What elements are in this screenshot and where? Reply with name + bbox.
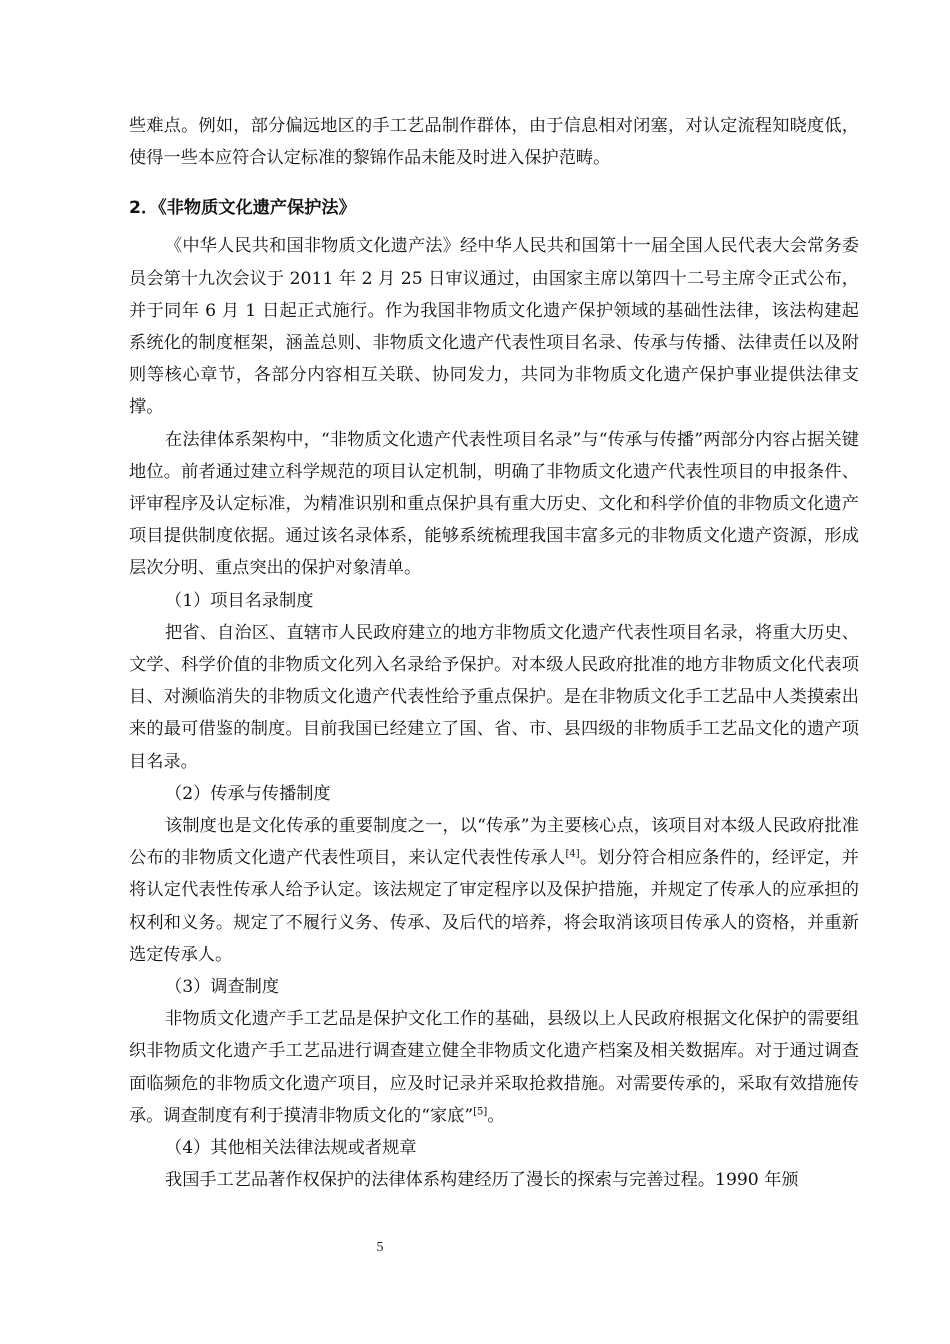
subheading-other-laws: （4）其他相关法律法规或者规章 xyxy=(165,1138,417,1159)
paragraph-continuation: 些难点。例如，部分偏远地区的手工艺品制作群体，由于信息相对闭塞，对认定流程知晓度低，使得一些本应符合认定标准的黎锦作品未能及时进入保护范畴。 xyxy=(129,116,859,169)
subheading-survey: （3）调查制度 xyxy=(165,977,280,998)
citation-5: [5] xyxy=(473,1106,488,1118)
section-heading: 2．《非物质文化遗产保护法》 xyxy=(129,198,356,219)
body-text xyxy=(129,110,859,1197)
paragraph-inheritance-part2: 。划分符合相应条件的，经评定，并将认定代表性传承人给予认定。该法规定了审定程序以及保护措施，并规定了传承人的应承担的权利和义务。规定了不履行义务、传承、及后代的培养，将会取消该项目传承人的资格，并重新选定传承人。 xyxy=(129,848,859,965)
paragraph-survey-part1: 非物质文化遗产手工艺品是保护文化工作的基础，县级以上人民政府根据文化保护的需要组织非物质文化遗产手工艺品进行调查建立健全非物质文化遗产档案及相关数据库。对于通过调查面临频危的非物质文化遗产项目，应及时记录并采取抢救措施。对需要传承的，采取有效措施传承。调查制度有利于摸清非物质文化的“家底” xyxy=(129,1009,859,1126)
page-number: 5 xyxy=(376,1240,384,1255)
subheading-project-list: （1）项目名录制度 xyxy=(165,590,314,611)
paragraph-law-intro: 《中华人民共和国非物质文化遗产法》经中华人民共和国第十一届全国人民代表大会常务委员会第十九次会议于 2011 年 2 月 25 日审议通过，由国家主席以第四十二号主席令正式公布，并于同年 6 月 1 日起正式施行。作为我国非物质文化遗产保护领域的基础性法律，该法构建起系统化的制度框架，涵盖总则、非物质文化遗产代表性项目名录、传承与传播、法律责任以及附则等核心章节，各部分内容相互关联、协同发力，共同为非物质文化遗产保护事业提供法律支撑。 xyxy=(129,236,859,418)
paragraph-survey-part2: 。 xyxy=(487,1105,505,1126)
paragraph-inheritance-part1: 该制度也是文化传承的重要制度之一，以“传承”为主要核心点，该项目对本级人民政府批准公布的非物质文化遗产代表性项目，来认定代表性传承人 xyxy=(129,816,859,869)
paragraph-law-structure: 在法律体系架构中，“非物质文化遗产代表性项目名录”与“传承与传播”两部分内容占据关键地位。前者通过建立科学规范的项目认定机制，明确了非物质文化遗产代表性项目的申报条件、评审程序及认定标准，为精准识别和重点保护具有重大历史、文化和科学价值的非物质文化遗产项目提供制度依据。通过该名录体系，能够系统梳理我国丰富多元的非物质文化遗产资源，形成层次分明、重点突出的保护对象清单。 xyxy=(129,429,859,579)
paragraph-copyright: 我国手工艺品著作权保护的法律体系构建经历了漫长的探索与完善过程。1990 年颁 xyxy=(165,1170,799,1191)
paragraph-project-list: 把省、自治区、直辖市人民政府建立的地方非物质文化遗产代表性项目名录，将重大历史、文学、科学价值的非物质文化列入名录给予保护。对本级人民政府批准的地方非物质文化代表项目、对濒临消失的非物质文化遗产代表性给予重点保护。是在非物质文化手工艺品中人类摸索出来的最可借鉴的制度。目前我国已经建立了国、省、市、县四级的非物质手工艺品文化的遗产项目名录。 xyxy=(129,622,859,772)
paragraph-survey xyxy=(129,1003,859,1132)
subheading-inheritance: （2）传承与传播制度 xyxy=(165,783,331,804)
citation-4: [4] xyxy=(565,848,580,860)
paragraph-inheritance xyxy=(129,810,859,971)
